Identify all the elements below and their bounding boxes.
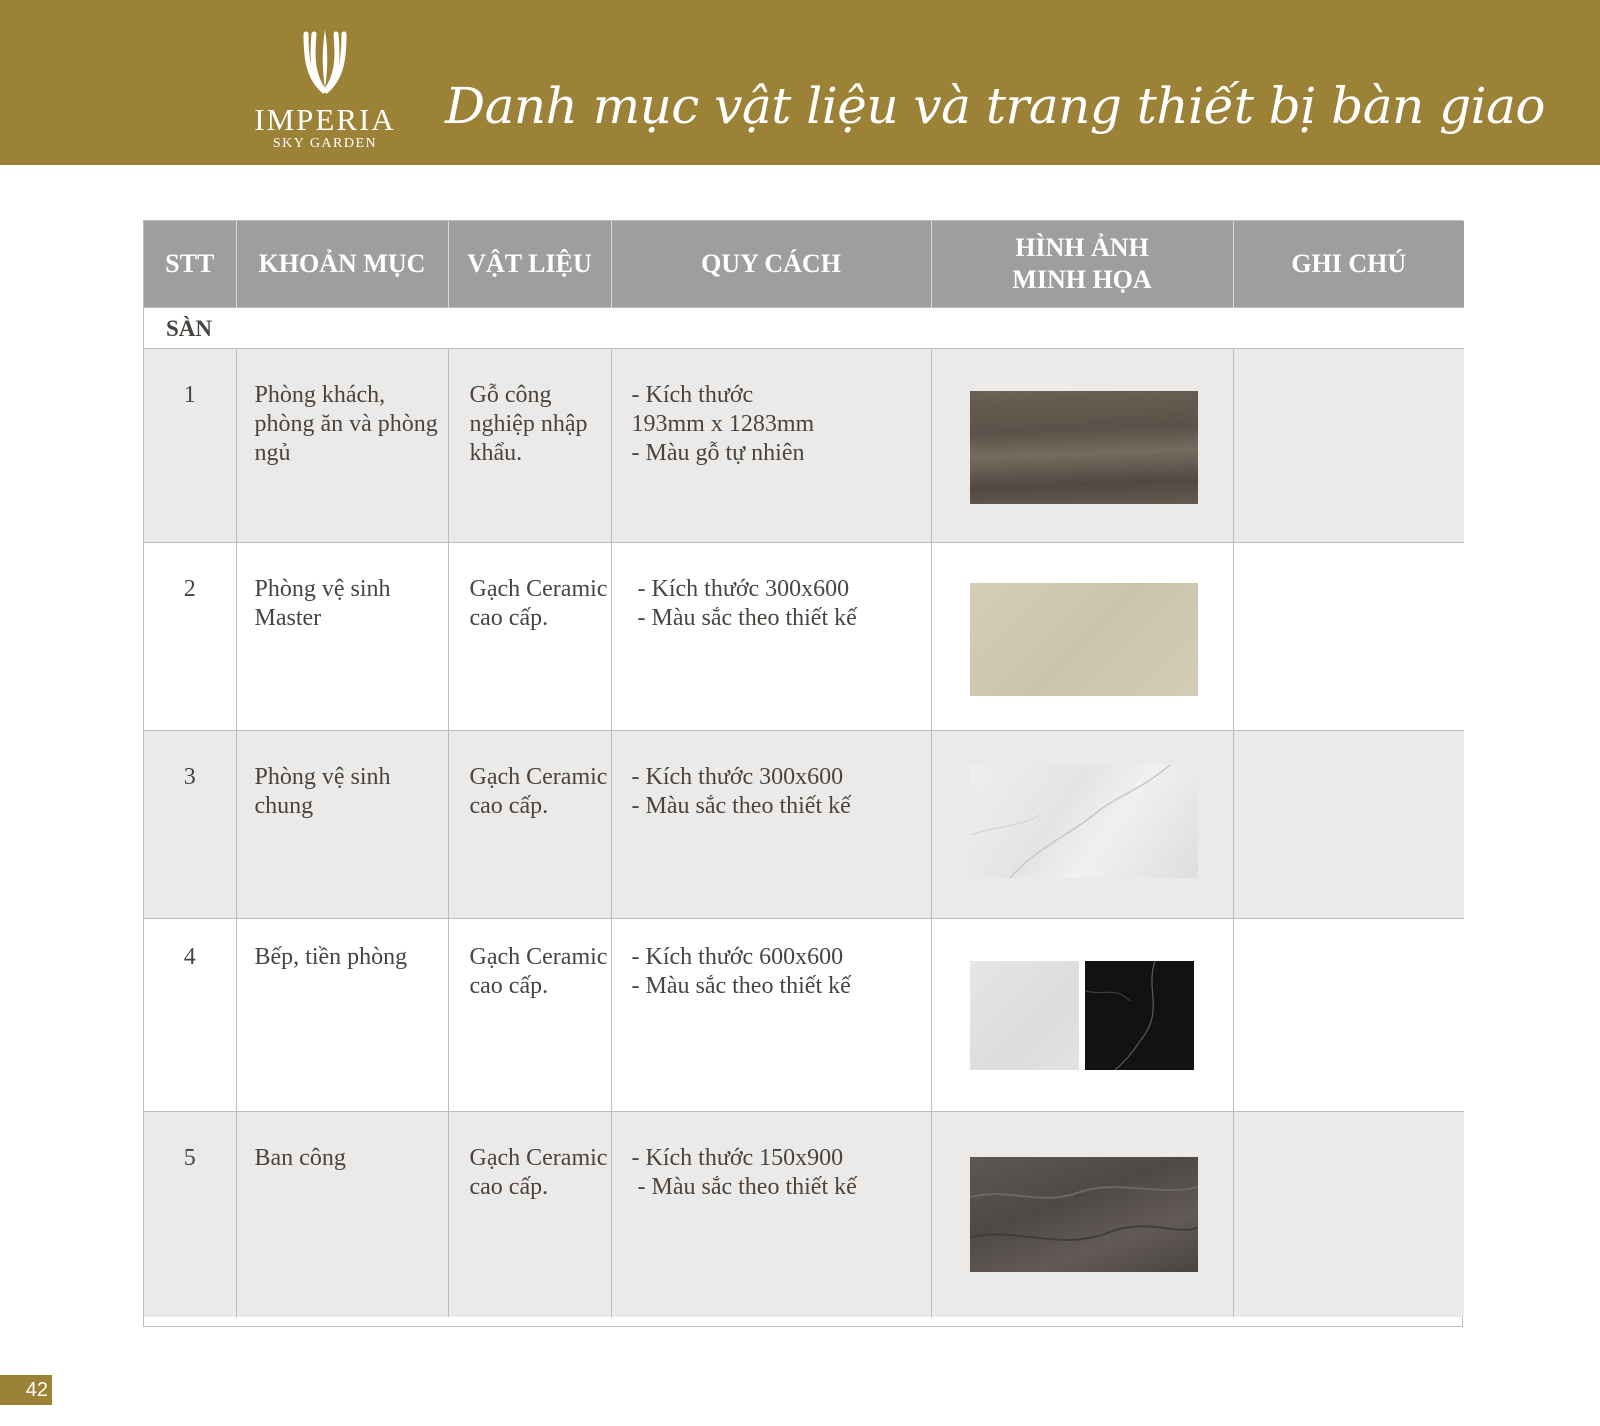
row-image xyxy=(931,730,1233,918)
beige-tile-swatch xyxy=(970,583,1198,696)
row-image xyxy=(931,542,1233,730)
table-header-row xyxy=(144,221,1464,307)
section-label: SÀN xyxy=(144,307,1464,348)
row-spec xyxy=(611,348,931,542)
light-grey-tile-swatch xyxy=(970,961,1079,1070)
brand-name: IMPERIA xyxy=(254,102,396,137)
row-spec xyxy=(611,730,931,918)
section-row xyxy=(144,307,1464,348)
white-marble-swatch xyxy=(970,765,1198,878)
marble-vein-icon xyxy=(970,765,1198,878)
row-image xyxy=(931,918,1233,1111)
spec-line: 193mm x 1283mm xyxy=(631,410,815,437)
row-stt: 2 xyxy=(144,542,236,730)
spec-line: - Màu sắc theo thiết kế xyxy=(631,792,851,819)
spec-line: - Kích thước 150x900 xyxy=(631,1144,844,1171)
row-material: Gạch Ceramic cao cấp. xyxy=(448,918,611,1111)
spec-line: - Màu sắc theo thiết kế xyxy=(631,972,851,999)
slate-tile-swatch xyxy=(970,1157,1198,1272)
header-image xyxy=(931,221,1233,307)
materials-table xyxy=(143,220,1463,1327)
spec-line: - Kích thước 300x600 xyxy=(631,575,850,602)
brand-subname: SKY GARDEN xyxy=(272,136,378,151)
row-material: Gỗ công nghiệp nhập khẩu. xyxy=(448,348,611,542)
row-item: Ban công xyxy=(236,1111,448,1317)
row-spec xyxy=(611,542,931,730)
header-note: GHI CHÚ xyxy=(1233,221,1464,307)
header-stt: STT xyxy=(144,221,236,307)
row-stt: 1 xyxy=(144,348,236,542)
brand-emblem-icon xyxy=(298,28,352,98)
spec-line: - Kích thước 300x600 xyxy=(631,763,844,790)
black-marble-swatch xyxy=(1085,961,1194,1070)
row-material: Gạch Ceramic cao cấp. xyxy=(448,542,611,730)
table-row xyxy=(144,348,1464,542)
row-note xyxy=(1233,1111,1464,1317)
spec-line: - Màu sắc theo thiết kế xyxy=(631,1173,857,1200)
row-item: Phòng vệ sinh chung xyxy=(236,730,448,918)
row-material: Gạch Ceramic cao cấp. xyxy=(448,730,611,918)
row-spec xyxy=(611,918,931,1111)
row-item: Phòng khách, phòng ăn và phòng ngủ xyxy=(236,348,448,542)
table-row xyxy=(144,730,1464,918)
wood-dark-swatch xyxy=(970,391,1198,504)
header-image-line1: HÌNH ẢNH xyxy=(1015,232,1149,262)
black-marble-vein-icon xyxy=(1085,961,1194,1070)
spec-line: - Màu sắc theo thiết kế xyxy=(631,604,857,631)
row-note xyxy=(1233,730,1464,918)
header-band xyxy=(0,0,1600,165)
row-stt: 5 xyxy=(144,1111,236,1317)
row-material: Gạch Ceramic cao cấp. xyxy=(448,1111,611,1317)
spec-line: - Kích thước xyxy=(631,381,754,408)
row-spec xyxy=(611,1111,931,1317)
row-note xyxy=(1233,542,1464,730)
slate-texture-icon xyxy=(970,1157,1198,1272)
row-image xyxy=(931,348,1233,542)
row-item: Bếp, tiền phòng xyxy=(236,918,448,1111)
table-row xyxy=(144,918,1464,1111)
spec-line: - Màu gỗ tự nhiên xyxy=(631,439,805,466)
row-image xyxy=(931,1111,1233,1317)
header-item: KHOẢN MỤC xyxy=(236,221,448,307)
header-image-line2: MINH HỌA xyxy=(1012,264,1152,294)
row-note xyxy=(1233,918,1464,1111)
page-number: 42 xyxy=(0,1375,52,1405)
table-row xyxy=(144,542,1464,730)
page-title: Danh mục vật liệu và trang thiết bị bàn giao xyxy=(445,77,1546,135)
row-note xyxy=(1233,348,1464,542)
row-item: Phòng vệ sinh Master xyxy=(236,542,448,730)
table-row xyxy=(144,1111,1464,1317)
row-stt: 4 xyxy=(144,918,236,1111)
header-material: VẬT LIỆU xyxy=(448,221,611,307)
logo xyxy=(250,28,400,153)
spec-line: - Kích thước 600x600 xyxy=(631,943,844,970)
row-stt: 3 xyxy=(144,730,236,918)
header-spec: QUY CÁCH xyxy=(611,221,931,307)
